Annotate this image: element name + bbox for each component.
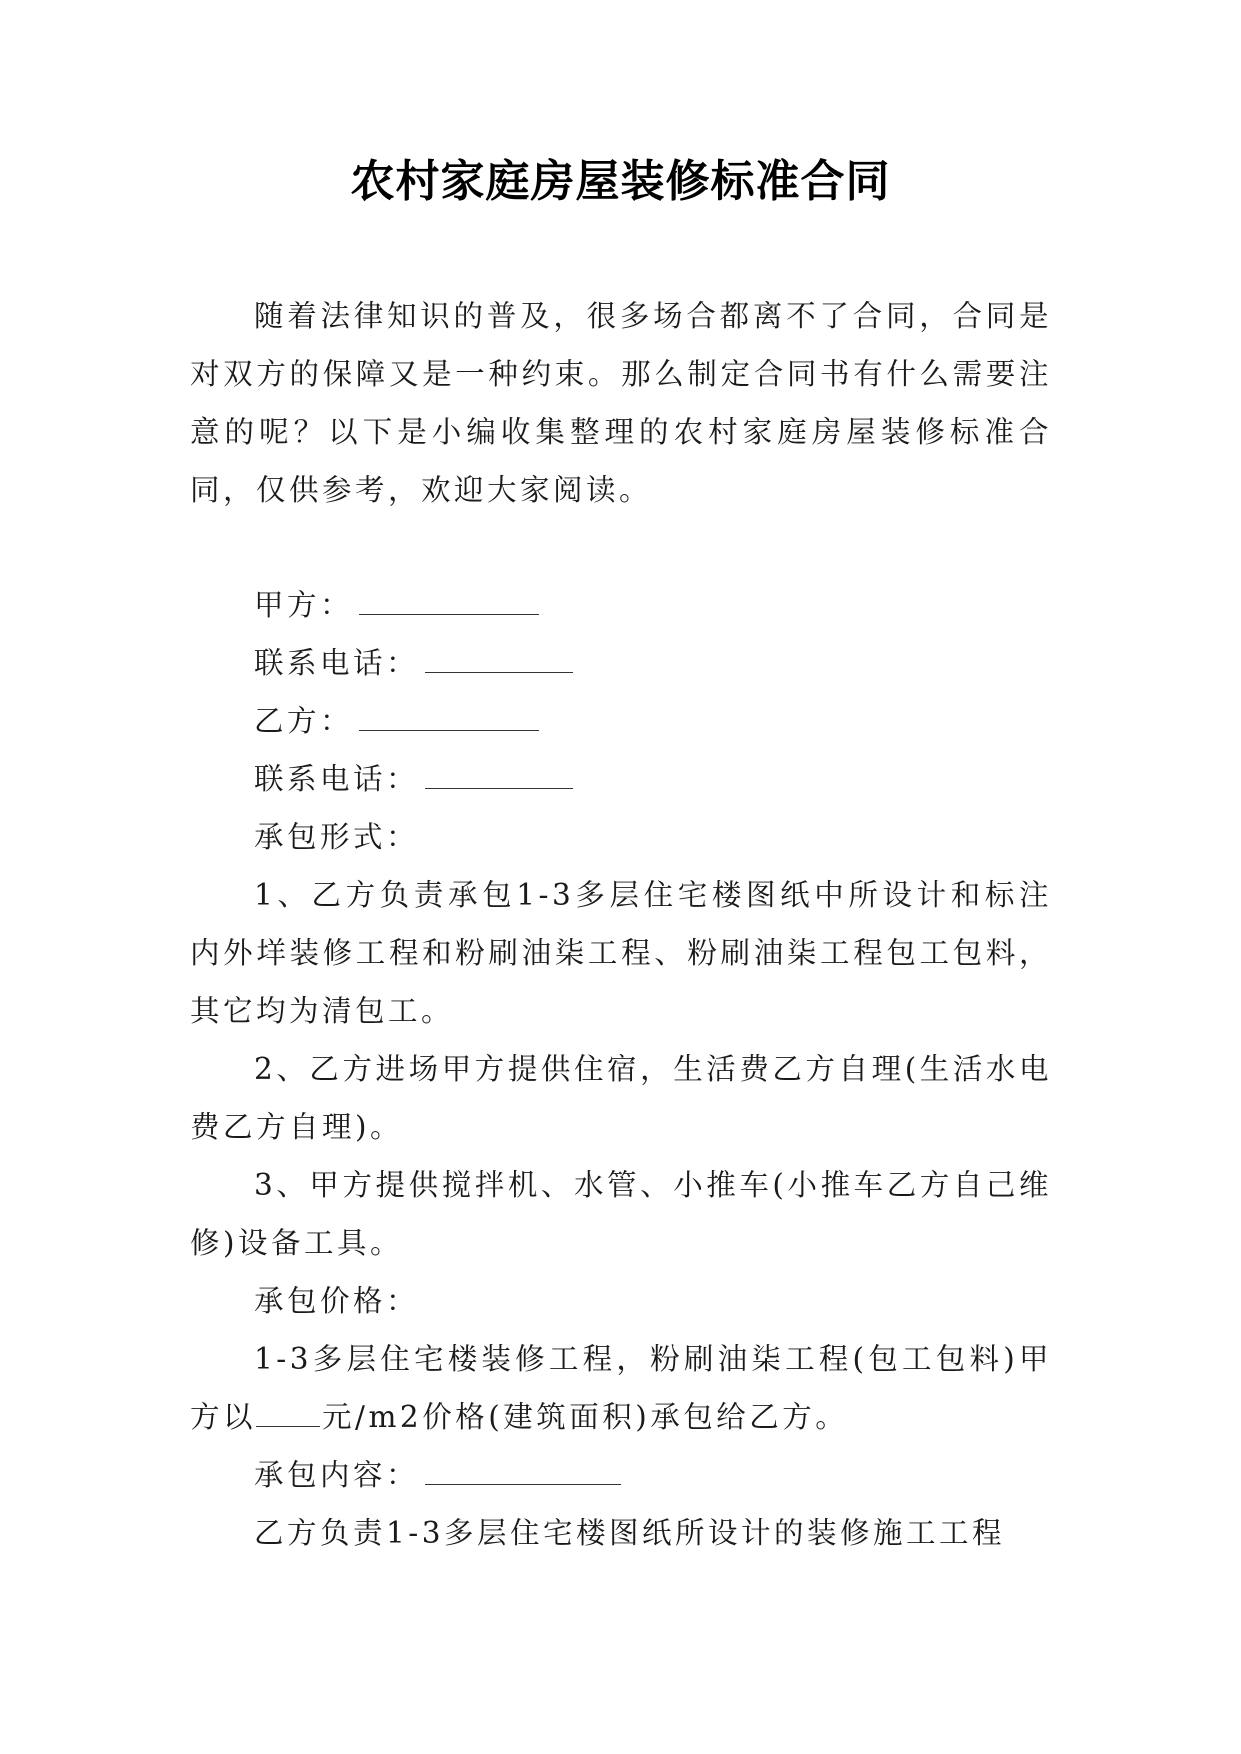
party-a-phone-blank — [425, 666, 573, 673]
party-a-line — [190, 576, 1052, 634]
price-text-before: 1-3多层住宅楼装修工程，粉刷油柒工程(包工包料)甲方以 — [190, 1342, 1052, 1434]
contract-content-paragraph: 乙方负责1-3多层住宅楼图纸所设计的装修施工工程 — [254, 1516, 1006, 1550]
contract-content-blank — [425, 1478, 621, 1485]
contract-price-heading: 承包价格： — [254, 1284, 420, 1318]
party-b-label: 乙方： — [254, 704, 354, 738]
contract-form-item: 1、乙方负责承包1-3多层住宅楼图纸中所设计和标注内外垟装修工程和粉刷油柒工程、粉刷油柒工程包工包料，其它均为清包工。 — [190, 878, 1052, 1028]
party-b-phone-label: 联系电话： — [254, 762, 420, 796]
contract-form-item: 3、甲方提供搅拌机、水管、小推车(小推车乙方自己维修)设备工具。 — [190, 1168, 1052, 1260]
contract-body — [190, 576, 1052, 1562]
party-b-phone-blank — [425, 782, 573, 789]
party-b-blank — [359, 724, 539, 731]
party-a-phone-label: 联系电话： — [254, 646, 420, 680]
contract-price-paragraph — [190, 1330, 1052, 1446]
party-b-line — [190, 692, 1052, 750]
price-blank — [256, 1420, 320, 1427]
intro-section — [190, 287, 1052, 519]
party-a-blank — [359, 608, 539, 615]
price-text-after: 元/m2价格(建筑面积)承包给乙方。 — [322, 1400, 849, 1434]
contract-form-heading: 承包形式： — [254, 820, 420, 854]
contract-content-line — [190, 1446, 1052, 1504]
contract-form-item: 2、乙方进场甲方提供住宿，生活费乙方自理(生活水电费乙方自理)。 — [190, 1052, 1052, 1144]
party-a-label: 甲方： — [254, 588, 354, 622]
intro-paragraph: 随着法律知识的普及，很多场合都离不了合同，合同是对双方的保障又是一种约束。那么制定合同书有什么需要注意的呢？以下是小编收集整理的农村家庭房屋装修标准合同，仅供参考，欢迎大家阅读。 — [190, 299, 1052, 507]
contract-content-heading: 承包内容： — [254, 1458, 420, 1492]
party-a-phone-line — [190, 634, 1052, 692]
party-b-phone-line — [190, 750, 1052, 808]
document-title: 农村家庭房屋装修标准合同 — [350, 156, 891, 207]
